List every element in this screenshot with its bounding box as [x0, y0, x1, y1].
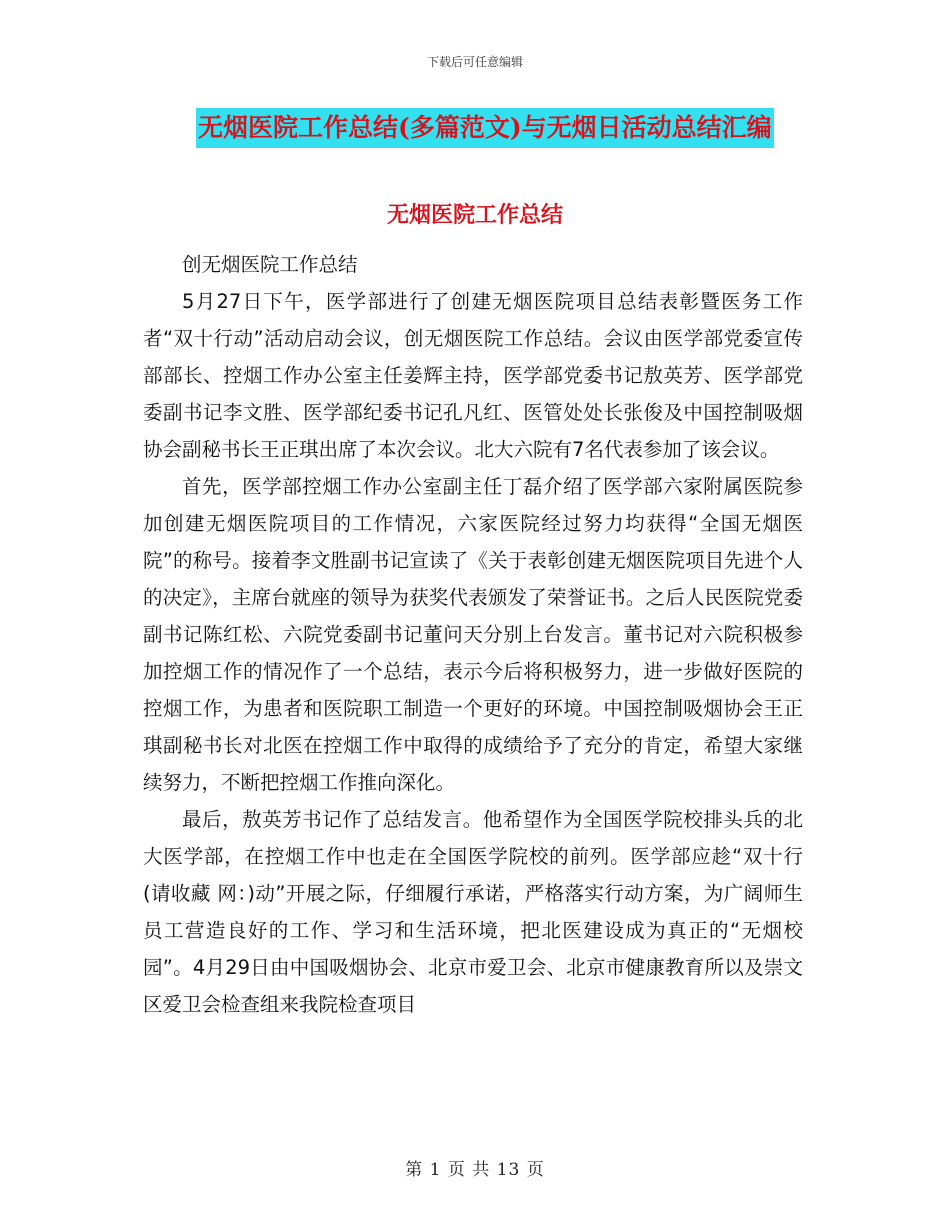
- body-paragraph: 最后，敖英芳书记作了总结发言。他希望作为全国医学院校排头兵的北大医学部，在控烟工作中也走在全国医学院校的前列。医学部应趁“双十行(请收藏 网：)动”开展之际，仔细履行承诺，严格落实行动方案，为广阔师生员工营造良好的工作、学习和生活环境，把北医建设成为真正的“无烟校园”。4月29日由中国吸烟协会、北京市爱卫会、北京市健康教育所以及崇文区爱卫会检查组来我院检查项目: [143, 808, 803, 1016]
- body-paragraph-subtitle: 创无烟医院工作总结: [182, 253, 358, 276]
- page-number-footer: 第 1 页 共 13 页: [405, 1160, 545, 1180]
- body-paragraph: 首先，医学部控烟工作办公室副主任丁磊介绍了医学部六家附属医院参加创建无烟医院项目的工作情况，六家医院经过努力均获得“全国无烟医院”的称号。接着李文胜副书记宣读了《关于表彰创建无烟医院项目先进个人的决定》，主席台就座的领导为获奖代表颁发了荣誉证书。之后人民医院党委副书记陈红松、六院党委副书记董问天分别上台发言。董书记对六院积极参加控烟工作的情况作了一个总结，表示今后将积极努力，进一步做好医院的控烟工作，为患者和医院职工制造一个更好的环境。中国控制吸烟协会王正琪副秘书长对北医在控烟工作中取得的成绩给予了充分的肯定，希望大家继续努力，不断把控烟工作推向深化。: [143, 475, 803, 794]
- body-paragraph: 5月27日下午，医学部进行了创建无烟医院项目总结表彰暨医务工作者“双十行动”活动启动会议，创无烟医院工作总结。会议由医学部党委宣传部部长、控烟工作办公室主任姜辉主持，医学部党委书记敖英芳、医学部党委副书记李文胜、医学部纪委书记孔凡红、医管处处长张俊及中国控制吸烟协会副秘书长王正琪出席了本次会议。北大六院有7名代表参加了该会议。: [143, 290, 803, 461]
- section-title: 无烟医院工作总结: [386, 203, 563, 228]
- document-main-title: 无烟医院工作总结(多篇范文)与无烟日活动总结汇编: [196, 108, 774, 148]
- document-body: [143, 246, 803, 1023]
- header-note: 下载后可任意编辑: [426, 55, 523, 69]
